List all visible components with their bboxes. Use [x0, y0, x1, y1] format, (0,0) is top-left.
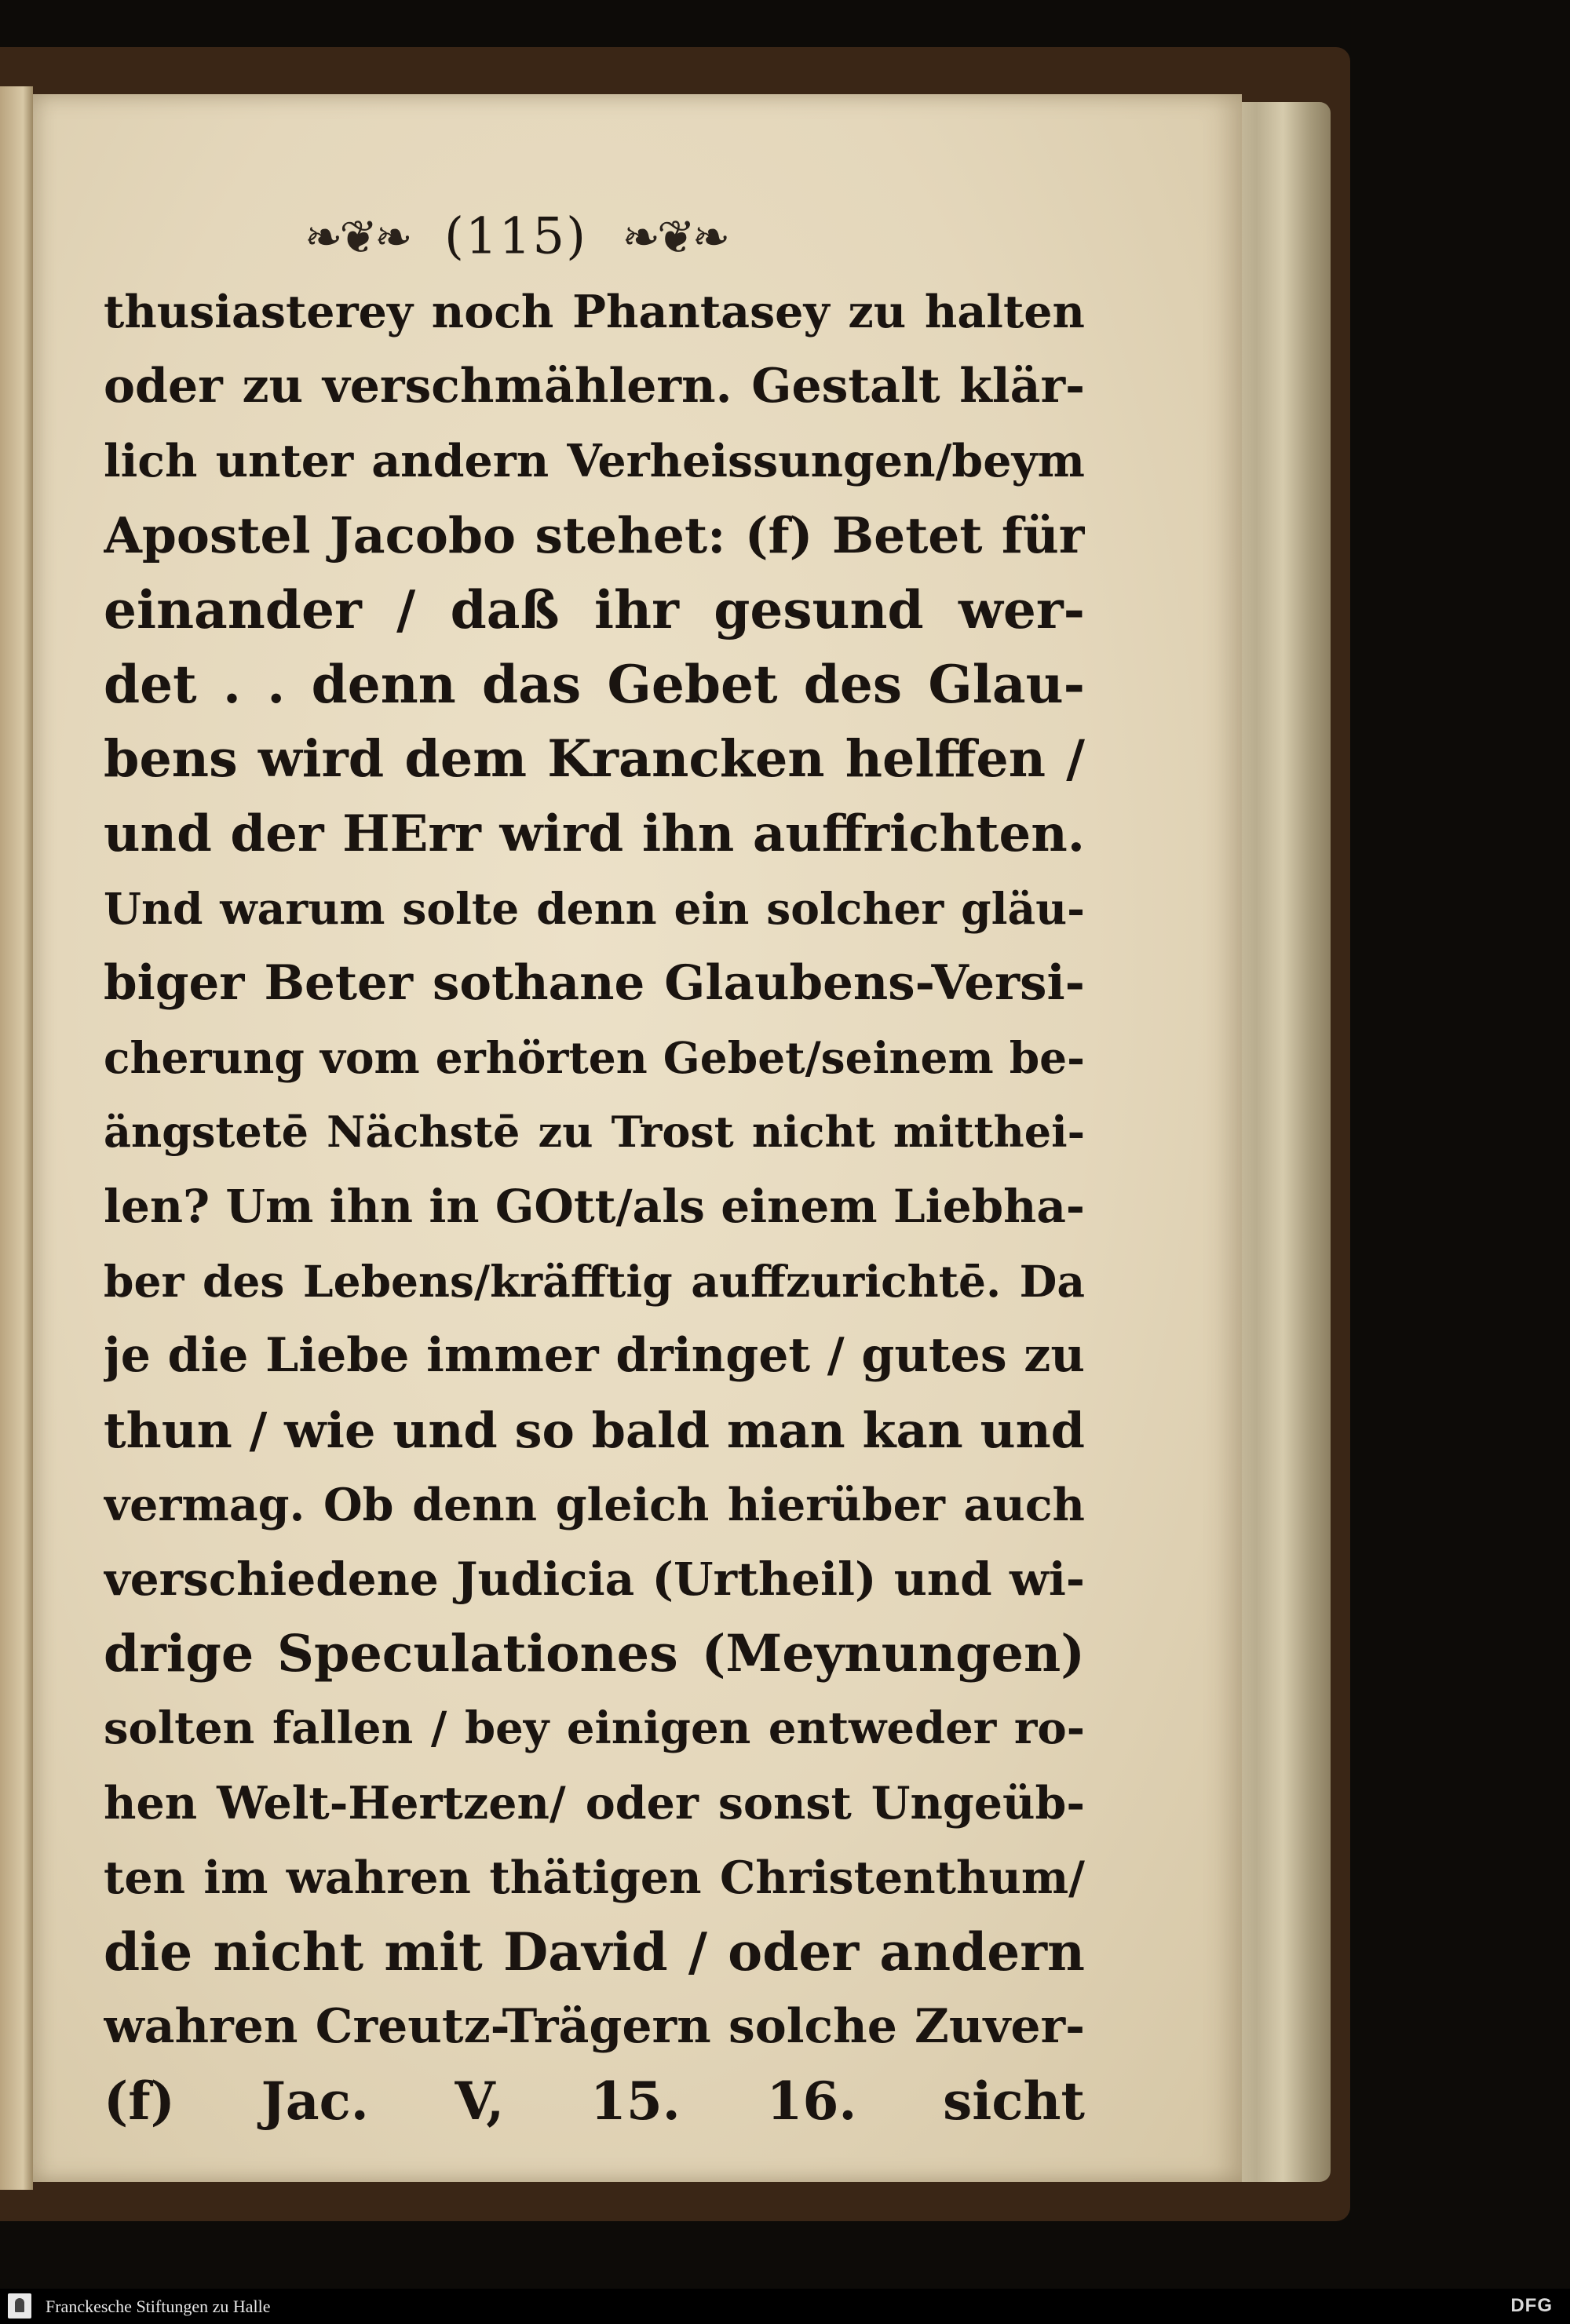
text-line: len? Um ihn in GOtt/als einem Liebha- — [104, 1180, 1085, 1233]
text-line: drige Speculationes (Meynungen) — [104, 1624, 1085, 1684]
institution-name: Franckesche Stiftungen zu Halle — [46, 2297, 271, 2316]
text-line: wahren Creutz-Trägern solche Zuver- — [104, 1999, 1085, 2054]
page-text — [104, 275, 1085, 2139]
text-line: oder zu verschmählern. Gestalt klär- — [104, 359, 1085, 414]
text-line: bens wird dem Krancken helffen / — [104, 729, 1085, 789]
text-line: Apostel Jacobo stehet: (f) Betet für — [104, 506, 1085, 564]
text-line: einander / daß ihr gesund wer- — [104, 579, 1085, 640]
text-line: und der HErr wird ihn auffrichten. — [104, 804, 1085, 863]
book-page — [33, 94, 1242, 2182]
text-line: ängstetē Nächstē zu Trost nicht mitthei- — [104, 1107, 1085, 1157]
text-line: vermag. Ob denn gleich hierüber auch — [104, 1479, 1085, 1531]
page-header — [33, 204, 999, 266]
text-line: Und warum solte denn ein solcher gläu- — [104, 883, 1085, 934]
previous-page-edge — [0, 86, 33, 2190]
text-line: lich unter andern Verheissungen/beym — [104, 435, 1085, 487]
text-line: biger Beter sothane Glaubens-Versi- — [104, 955, 1085, 1011]
text-line: je die Liebe immer dringet / gutes zu — [104, 1328, 1085, 1383]
text-line: die nicht mit David / oder andern — [104, 1921, 1085, 1983]
text-line: verschiedene Judicia (Urtheil) und wi- — [104, 1552, 1085, 1606]
text-line: thun / wie und so bald man kan und — [104, 1402, 1085, 1459]
text-line: det . . denn das Gebet des Glau- — [104, 654, 1085, 715]
dfg-logo: DFG — [1510, 2295, 1553, 2316]
ornament-left-icon: ❧❦❧ — [304, 210, 410, 264]
text-line: ber des Lebens/kräfftig auffzurichtē. Da — [104, 1256, 1085, 1307]
text-line: hen Welt-Hertzen/ oder sonst Ungeüb- — [104, 1777, 1085, 1830]
text-line: ten im wahren thätigen Christenthum/ — [104, 1852, 1085, 1904]
page-number: (115) — [444, 207, 588, 266]
institution-logo-icon — [8, 2293, 31, 2319]
ornament-right-icon: ❧❦❧ — [622, 210, 728, 264]
text-line: solten fallen / bey einigen entweder ro- — [104, 1702, 1085, 1754]
text-line: thusiasterey noch Phantasey zu halten — [104, 286, 1085, 338]
footer-bar — [0, 2289, 1570, 2324]
footnote-line: (f) Jac. V, 15. 16. sicht — [104, 2070, 1085, 2132]
text-line: cherung vom erhörten Gebet/seinem be- — [104, 1032, 1085, 1083]
